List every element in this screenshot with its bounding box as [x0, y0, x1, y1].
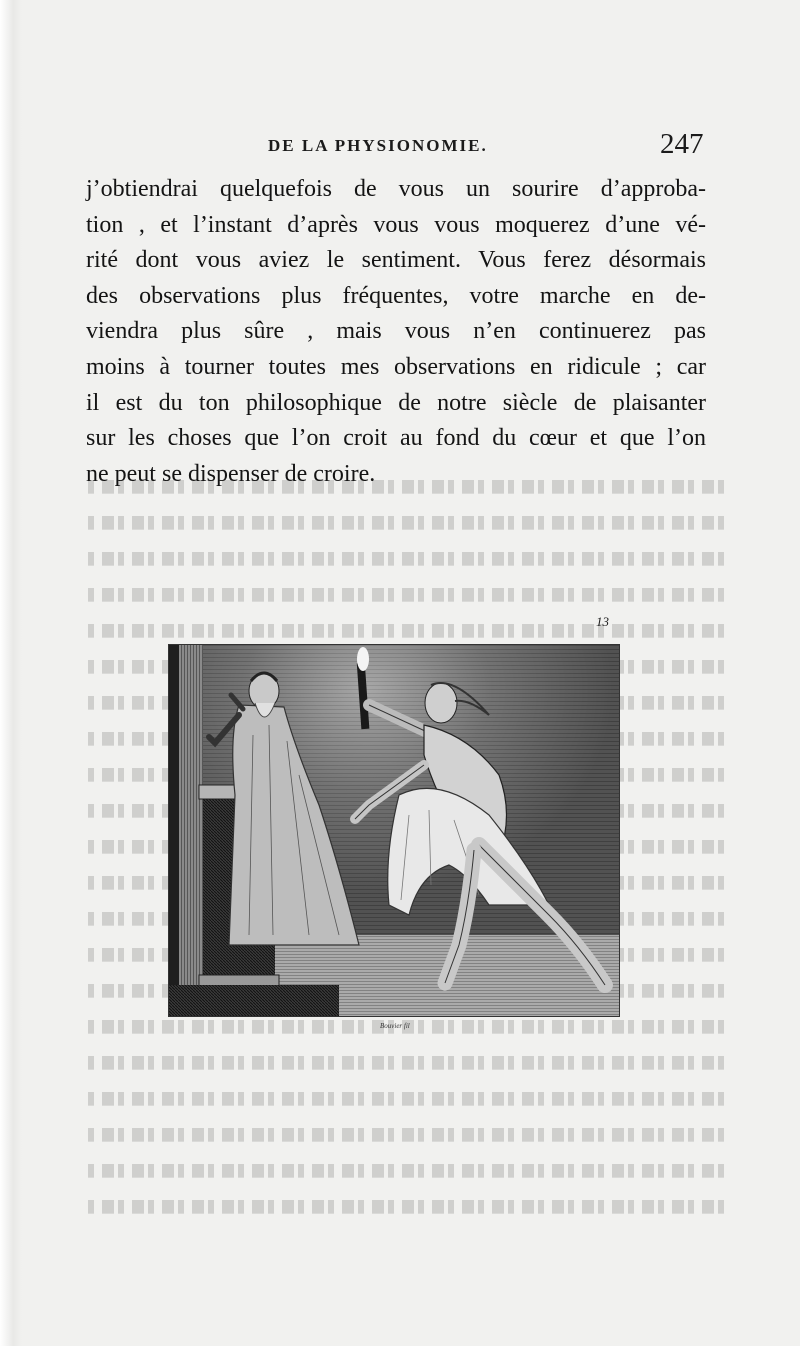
- text-line: ne peut se dispenser de croire.: [86, 460, 376, 487]
- text-line: viendra plus sûre , mais vous n’en continuerez pas: [86, 318, 706, 345]
- running-head: DE LA PHYSIONOMIE.: [268, 136, 488, 155]
- text-line: tion , et l’instant d’après vous vous moquerez d’une vé-: [86, 211, 706, 238]
- text-line: rité dont vous aviez le sentiment. Vous ferez désormais: [86, 247, 706, 274]
- text-line: j’obtiendrai quelquefois de vous un sourire d’approba-: [86, 176, 706, 202]
- page-number: 247: [660, 128, 704, 160]
- plate-number: 13: [596, 614, 609, 629]
- body-paragraph: [86, 172, 706, 492]
- text-line: il est du ton philosophique de notre siècle de plaisanter: [86, 389, 706, 416]
- text-line: des observations plus fréquentes, votre marche en de-: [86, 282, 706, 309]
- page-edge: [0, 0, 22, 1346]
- text-line: sur les choses que l’on croit au fond du cœur et que l’on: [86, 425, 706, 452]
- text-line: moins à tourner toutes mes observations en ridicule ; car: [86, 353, 706, 380]
- engraving-illustration: [168, 644, 620, 1017]
- engraver-signature: Bouvier fil: [380, 1022, 410, 1030]
